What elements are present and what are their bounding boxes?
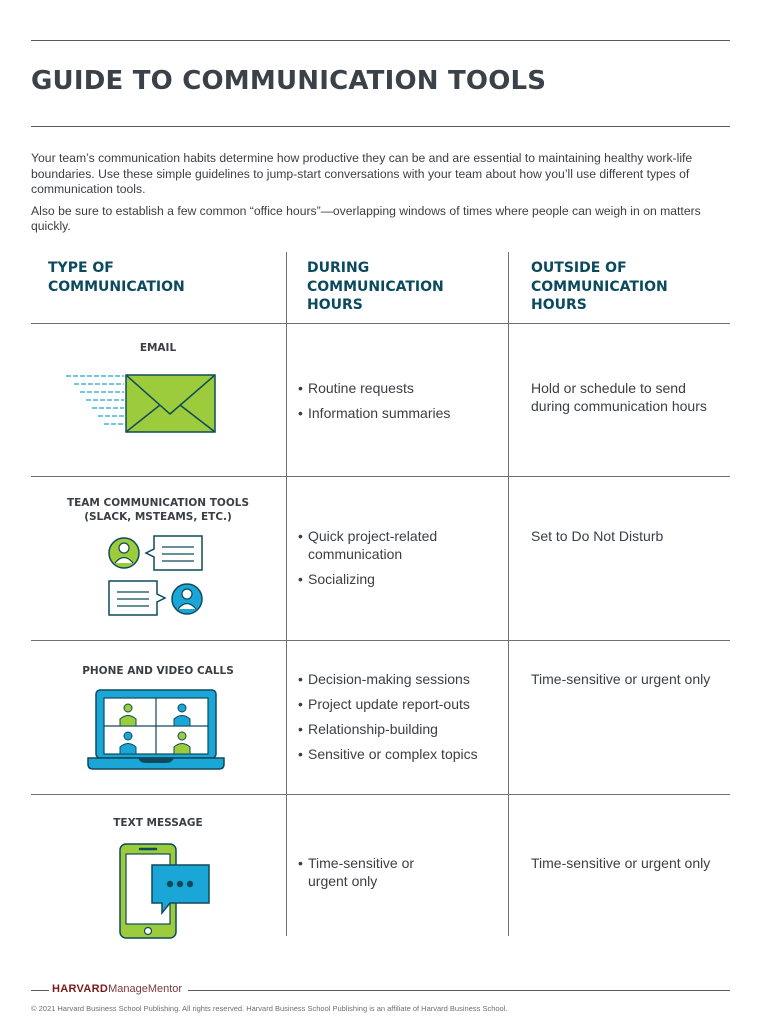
row-team-tools-during-list <box>298 528 503 596</box>
column-divider-2 <box>508 252 509 936</box>
page-title: GUIDE TO COMMUNICATION TOOLS <box>31 66 547 96</box>
brand-name-light: ManageMentor <box>108 983 183 995</box>
row-email-type: EMAIL <box>139 342 177 354</box>
video-call-laptop-icon <box>86 688 226 772</box>
row-team-tools-type: TEAM COMMUNICATION TOOLS (SLACK, MSTEAMS, ETC.) <box>66 497 250 523</box>
row-text-type: TEXT MESSAGE <box>113 817 203 829</box>
row-text-during-list <box>298 855 503 898</box>
row-divider-3 <box>31 794 730 795</box>
row-text-outside: Time-sensitive or urgent only <box>531 855 711 871</box>
row-divider-1 <box>31 476 730 477</box>
column-header-outside: OUTSIDE OF COMMUNICATION HOURS <box>531 260 668 313</box>
intro-paragraph-1: Your team’s communication habits determine how productive they can be and are essential to maintaining healthy work-life boundaries. Use these simple guidelines to jump-start conversations with your team about how you’ll use different types of communication tools. <box>31 151 693 196</box>
column-divider-1 <box>286 252 287 936</box>
intro-paragraph-2: Also be sure to establish a few common “office hours”—overlapping windows of times where people can weigh in on matters quickly. <box>31 203 701 233</box>
list-item: • Time-sensitive or urgent only <box>298 855 438 890</box>
envelope-icon <box>64 372 218 434</box>
header-divider <box>31 323 730 324</box>
list-item: • Sensitive or complex topics <box>298 746 503 764</box>
row-email-during-list <box>298 380 503 430</box>
column-header-during: DURING COMMUNICATION HOURS <box>307 260 444 313</box>
footer-rule-left <box>31 990 49 991</box>
brand-logo <box>52 983 182 995</box>
list-item: • Relationship-building <box>298 721 503 739</box>
copyright-text: © 2021 Harvard Business School Publishing. All rights reserved. Harvard Business School Publishing is an affiliate of Harvard Business School. <box>31 1004 508 1013</box>
row-team-tools-outside: Set to Do Not Disturb <box>531 528 664 544</box>
intro-text <box>31 151 731 241</box>
list-item: • Decision-making sessions <box>298 671 503 689</box>
list-item: • Quick project-related communication <box>298 528 503 563</box>
footer-rule-right <box>188 990 730 991</box>
row-calls-type: PHONE AND VIDEO CALLS <box>82 665 234 677</box>
phone-message-icon <box>118 842 214 940</box>
title-rule <box>31 126 730 127</box>
top-rule <box>31 40 730 41</box>
chat-users-icon <box>106 533 206 619</box>
list-item: • Information summaries <box>298 405 503 423</box>
row-divider-2 <box>31 640 730 641</box>
row-calls-during-list <box>298 671 503 771</box>
row-calls-outside: Time-sensitive or urgent only <box>531 671 711 687</box>
list-item: • Routine requests <box>298 380 503 398</box>
row-email-outside: Hold or schedule to send during communication hours <box>531 380 707 414</box>
column-header-type: TYPE OF COMMUNICATION <box>48 260 185 295</box>
brand-name-bold: HARVARD <box>52 983 109 995</box>
list-item: • Socializing <box>298 571 503 589</box>
list-item: • Project update report-outs <box>298 696 503 714</box>
